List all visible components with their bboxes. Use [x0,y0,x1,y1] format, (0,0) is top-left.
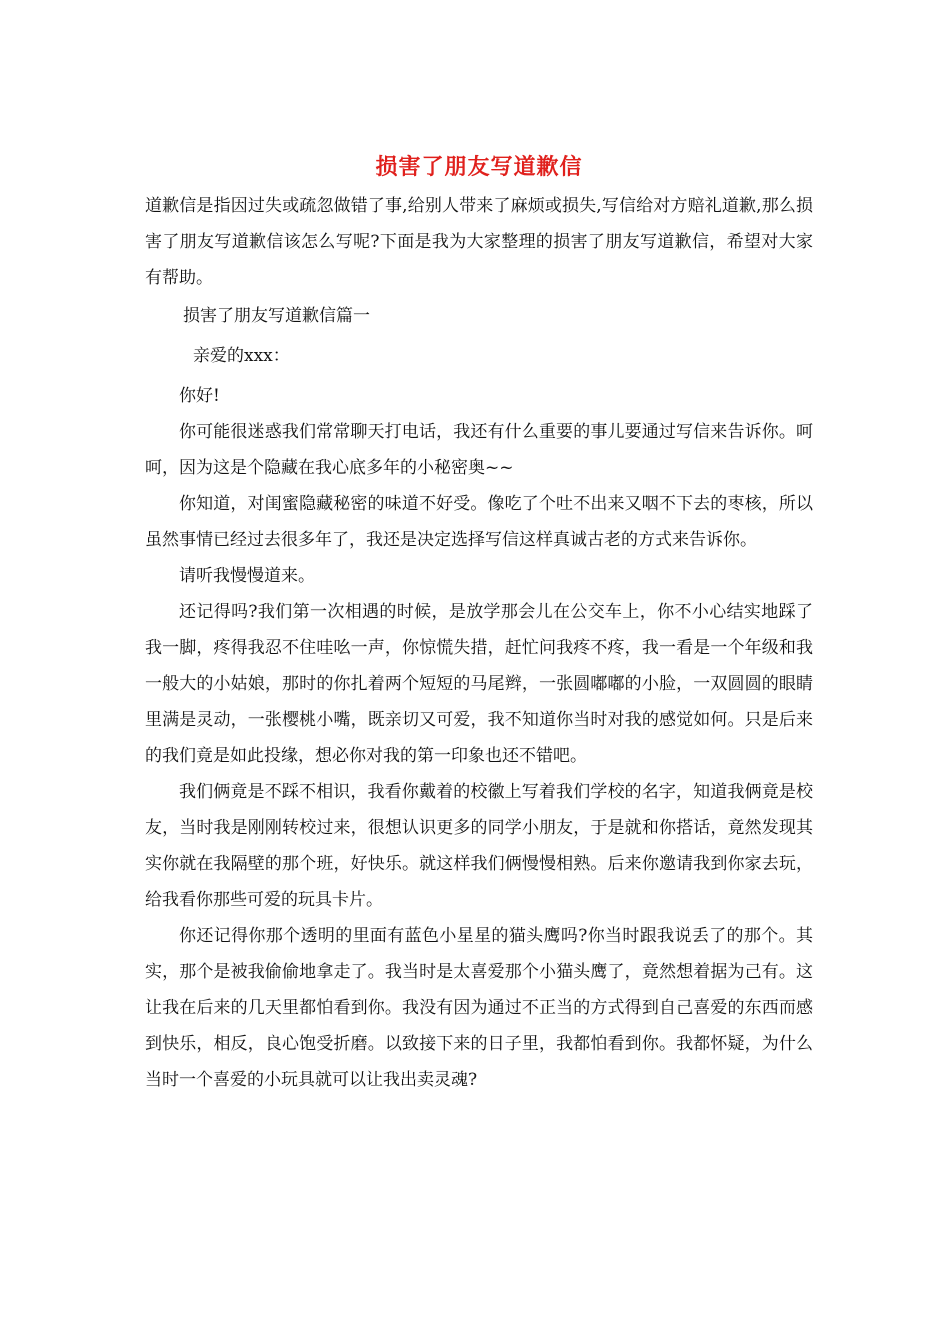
document-title: 损害了朋友写道歉信 [375,154,583,180]
body-paragraph: 请听我慢慢道来。 [179,566,315,586]
document-page [145,148,813,1098]
body-paragraph: 还记得吗?我们第一次相遇的时候，是放学那会儿在公交车上，你不小心结实地踩了我一脚，疼得我忍不住哇吆一声，你惊慌失措，赶忙问我疼不疼，我一看是一个年级和我一般大的小姑娘，那时的你扎着两个短短的马尾辫，一张圆嘟嘟的小脸，一双圆圆的眼睛里满是灵动，一张樱桃小嘴，既亲切又可爱，我不知道你当时对我的感觉如何。只是后来的我们竟是如此投缘，想必你对我的第一印象也还不错吧。 [145,602,813,766]
section-heading: 损害了朋友写道歉信篇一 [183,306,370,326]
body-paragraph: 我们俩竟是不踩不相识，我看你戴着的校徽上写着我们学校的名字，知道我俩竟是校友，当时我是刚刚转校过来，很想认识更多的同学小朋友，于是就和你搭话，竟然发现其实你就在我隔壁的那个班，好快乐。就这样我们俩慢慢相熟。后来你邀请我到你家去玩，给我看你那些可爱的玩具卡片。 [145,782,813,910]
body-paragraph: 你知道，对闺蜜隐藏秘密的味道不好受。像吃了个吐不出来又咽不下去的枣核，所以虽然事情已经过去很多年了，我还是决定选择写信这样真诚古老的方式来告诉你。 [145,494,813,550]
body-paragraph: 你还记得你那个透明的里面有蓝色小星星的猫头鹰吗?你当时跟我说丢了的那个。其实，那个是被我偷偷地拿走了。我当时是太喜爱那个小猫头鹰了，竟然想着据为己有。这让我在后来的几天里都怕看到你。我没有因为通过不正当的方式得到自己喜爱的东西而感到快乐，相反，良心饱受折磨。以致接下来的日子里，我都怕看到你。我都怀疑，为什么当时一个喜爱的小玩具就可以让我出卖灵魂? [145,926,813,1090]
letter-greeting: 你好! [179,386,220,406]
intro-paragraph: 道歉信是指因过失或疏忽做错了事,给别人带来了麻烦或损失,写信给对方赔礼道歉,那么损害了朋友写道歉信该怎么写呢?下面是我为大家整理的损害了朋友写道歉信，希望对大家有帮助。 [145,196,813,288]
body-paragraph: 你可能很迷惑我们常常聊天打电话，我还有什么重要的事儿要通过写信来告诉你。呵呵，因为这是个隐藏在我心底多年的小秘密奥~~ [145,422,813,478]
letter-salutation: 亲爱的xxx： [193,346,290,366]
